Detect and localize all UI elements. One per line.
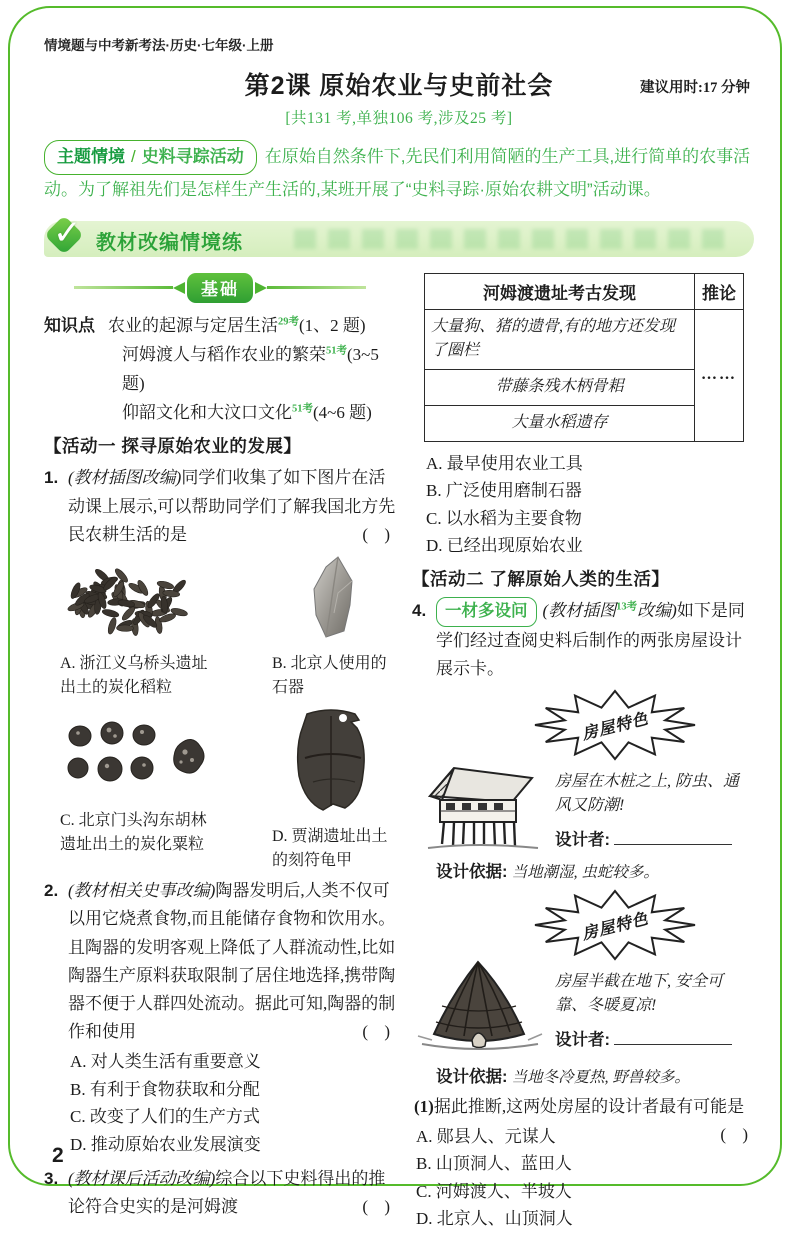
stone-tool-image bbox=[286, 553, 376, 645]
figure-c bbox=[54, 706, 214, 873]
exam-stats: [共131 考,单独106 考,涉及25 考] bbox=[285, 110, 513, 127]
option: A. 对人类生活有重要意义 bbox=[70, 1052, 261, 1072]
page-number: 2 bbox=[52, 1144, 64, 1167]
house-feature-text: 房屋在木桩之上, 防虫、通风又防潮! bbox=[555, 772, 740, 814]
suggested-time: 建议用时:17 分钟 bbox=[640, 80, 750, 96]
exam-count-sup: 51考 bbox=[292, 403, 313, 415]
level-badge-row bbox=[74, 273, 366, 303]
option: D. 推动原始农业发展演变 bbox=[70, 1135, 261, 1154]
question-number: 3. bbox=[44, 1168, 59, 1188]
table-conclusion-cell: …… bbox=[695, 309, 744, 441]
left-column bbox=[44, 271, 396, 1237]
theme-tag-pill bbox=[44, 140, 257, 175]
exam-count-sup: 51考 bbox=[326, 345, 347, 357]
house-card-1 bbox=[412, 688, 754, 882]
figure-d-caption: D. 贾湖遗址出土的刻符龟甲 bbox=[272, 828, 388, 870]
figure-a bbox=[54, 553, 214, 700]
design-basis-line: 设计依据: 当地冬冷夏热, 野兽较多。 bbox=[436, 1067, 690, 1086]
sub-question-label: (1) bbox=[414, 1096, 434, 1116]
slash-divider-icon: / bbox=[131, 147, 136, 166]
question-source: (教材插图改编) bbox=[68, 468, 182, 488]
burst-label: 房屋特色 bbox=[580, 910, 651, 944]
stilt-house-image bbox=[412, 756, 547, 856]
question-1 bbox=[44, 464, 396, 549]
series-title: 情境题与中考新考法·历史·七年级·上册 bbox=[44, 38, 274, 53]
figure-a-caption: A. 浙江义乌桥头遗址出土的炭化稻粒 bbox=[60, 655, 208, 697]
question-text: 如下是同学们经过查阅史料后制作的两张房屋设计展示卡。 bbox=[436, 600, 745, 679]
question-number: 2. bbox=[44, 881, 59, 901]
question-text: 同学们收集了如下图片在活动课上展示,可以帮助同学们了解我国北方先民农耕生活的是 bbox=[68, 468, 396, 544]
figure-d bbox=[266, 706, 396, 873]
option: D. 已经出现原始农业 bbox=[426, 536, 583, 556]
right-arrow-icon bbox=[255, 282, 267, 294]
theme-scenario bbox=[44, 140, 754, 205]
question-text: 陶器发明后,人类不仅可以用它烧煮食物,而且能储存食物和饮用水。且陶器的发明客观上降低了人群流动性,比如陶器生产原料获取限制了居住地选择,携带陶器不便于人群四处流动。据此可知,陶器的制作和使用 bbox=[68, 881, 396, 1042]
q4-sub1-options bbox=[414, 1123, 754, 1233]
table-row: 大量狗、猪的遗骨,有的地方还发现了圈栏 bbox=[425, 309, 695, 370]
option: C. 以水稻为主要食物 bbox=[426, 508, 582, 528]
question-source: (教材课后活动改编) bbox=[68, 1168, 216, 1188]
question-2 bbox=[44, 877, 396, 1162]
question-number: 4. bbox=[412, 600, 427, 620]
option: C. 河姆渡人、半坡人 bbox=[416, 1181, 572, 1201]
activity2-heading: 【活动二 了解原始人类的生活】 bbox=[412, 568, 670, 589]
knowledge-item: 河姆渡人与稻作农业的繁荣$^{51考}$(3~5 题) bbox=[122, 344, 379, 393]
theme-text: 在原始自然条件下,先民们利用简陋的生产工具,进行简单的农事活动。为了解祖先们是怎样生产生活的,某班开展了“史料寻踪·原始农耕文明”活动课。 bbox=[44, 147, 751, 199]
question-3 bbox=[44, 1165, 396, 1221]
lesson-title-row bbox=[44, 66, 754, 100]
carbonized-millet-image bbox=[54, 706, 214, 802]
house-feature-text: 房屋半截在地下, 安全可靠、冬暖夏凉! bbox=[555, 972, 724, 1014]
sub-question-text: 据此推断,这两处房屋的设计者最有可能是 bbox=[433, 1096, 745, 1116]
knowledge-points bbox=[44, 311, 396, 428]
burst-label: 房屋特色 bbox=[580, 710, 651, 744]
option: D. 北京人、山顶洞人 bbox=[416, 1209, 573, 1229]
burst-badge bbox=[530, 888, 700, 962]
option: B. 有利于食物获取和分配 bbox=[70, 1079, 260, 1099]
theme-activity-label: 史料寻踪活动 bbox=[141, 147, 244, 166]
designer-line: 设计者: bbox=[555, 1026, 754, 1050]
knowledge-label: 知识点 bbox=[44, 315, 95, 335]
option: B. 广泛使用磨制石器 bbox=[426, 481, 582, 501]
question-4-sub1 bbox=[412, 1093, 754, 1237]
check-icon: ✓ bbox=[46, 215, 84, 253]
theme-tag-label: 主题情境 bbox=[57, 147, 125, 166]
tortoise-shell-image bbox=[283, 706, 379, 818]
section-banner-title: 教材改编情境练 bbox=[96, 231, 243, 254]
question-source: (教材相关史事改编) bbox=[68, 881, 216, 901]
level-badge: 基础 bbox=[187, 273, 253, 303]
answer-paren: ( ) bbox=[362, 1196, 396, 1216]
designer-blank-field bbox=[614, 831, 732, 845]
question-source: (教材插图 bbox=[542, 600, 617, 620]
question-number: 1. bbox=[44, 468, 59, 488]
carbonized-rice-image bbox=[59, 553, 209, 645]
figure-row-cd bbox=[44, 702, 396, 875]
figure-b bbox=[266, 553, 396, 700]
knowledge-item: 仰韶文化和大汶口文化$^{51考}$(4~6 题) bbox=[122, 403, 372, 423]
question-text: 综合以下史料得出的推论符合史实的是河姆渡 bbox=[68, 1168, 386, 1216]
answer-paren: ( ) bbox=[362, 524, 396, 544]
lesson-title: 第2课 原始农业与史前社会 bbox=[244, 72, 554, 100]
house-card-2 bbox=[412, 888, 754, 1087]
right-column bbox=[412, 271, 754, 1237]
figure-b-caption: B. 北京人使用的石器 bbox=[272, 655, 387, 697]
designer-line: 设计者: bbox=[555, 826, 754, 850]
option: C. 改变了人们的生产方式 bbox=[70, 1107, 260, 1127]
option: A. 郧县人、元谋人 bbox=[416, 1126, 556, 1146]
multi-question-badge: 一材多设问 bbox=[436, 597, 537, 627]
section-banner bbox=[44, 212, 754, 257]
left-arrow-icon bbox=[173, 282, 185, 294]
figure-row-ab bbox=[44, 549, 396, 702]
print-bleed-through bbox=[294, 229, 724, 249]
hemudu-findings-table bbox=[424, 273, 744, 442]
design-basis-line: 设计依据: 当地潮湿, 虫蛇较多。 bbox=[436, 862, 659, 881]
figure-c-caption: C. 北京门头沟东胡林遗址出土的炭化粟粒 bbox=[60, 812, 207, 854]
q2-options bbox=[68, 1048, 396, 1158]
knowledge-item: 农业的起源与定居生活$^{29考}$(1、2 题) bbox=[108, 315, 366, 335]
answer-paren: ( ) bbox=[720, 1124, 754, 1144]
exam-count-sup: 29考 bbox=[278, 315, 299, 327]
option: B. 山顶洞人、蓝田人 bbox=[416, 1154, 572, 1174]
semi-subterranean-house-image bbox=[412, 956, 547, 1061]
table-row: 大量水稻遗存 bbox=[425, 405, 695, 441]
q3-options bbox=[424, 450, 754, 560]
question-4: 4. 一材多设问 (教材插图$^{13考}$改编)如下是同学们经过查阅史料后制作的两张房屋设计展示卡。 bbox=[412, 597, 754, 684]
burst-badge bbox=[530, 688, 700, 762]
table-header-findings: 河姆渡遗址考古发现 bbox=[425, 273, 695, 309]
designer-blank-field bbox=[614, 1031, 732, 1045]
option: A. 最早使用农业工具 bbox=[426, 453, 583, 473]
exam-count-sup: 13考 bbox=[616, 601, 638, 613]
table-header-conclusion: 推论 bbox=[695, 273, 744, 309]
table-row: 带藤条残木柄骨耜 bbox=[425, 370, 695, 406]
answer-paren: ( ) bbox=[362, 1022, 396, 1042]
activity1-heading: 【活动一 探寻原始农业的发展】 bbox=[44, 436, 302, 457]
